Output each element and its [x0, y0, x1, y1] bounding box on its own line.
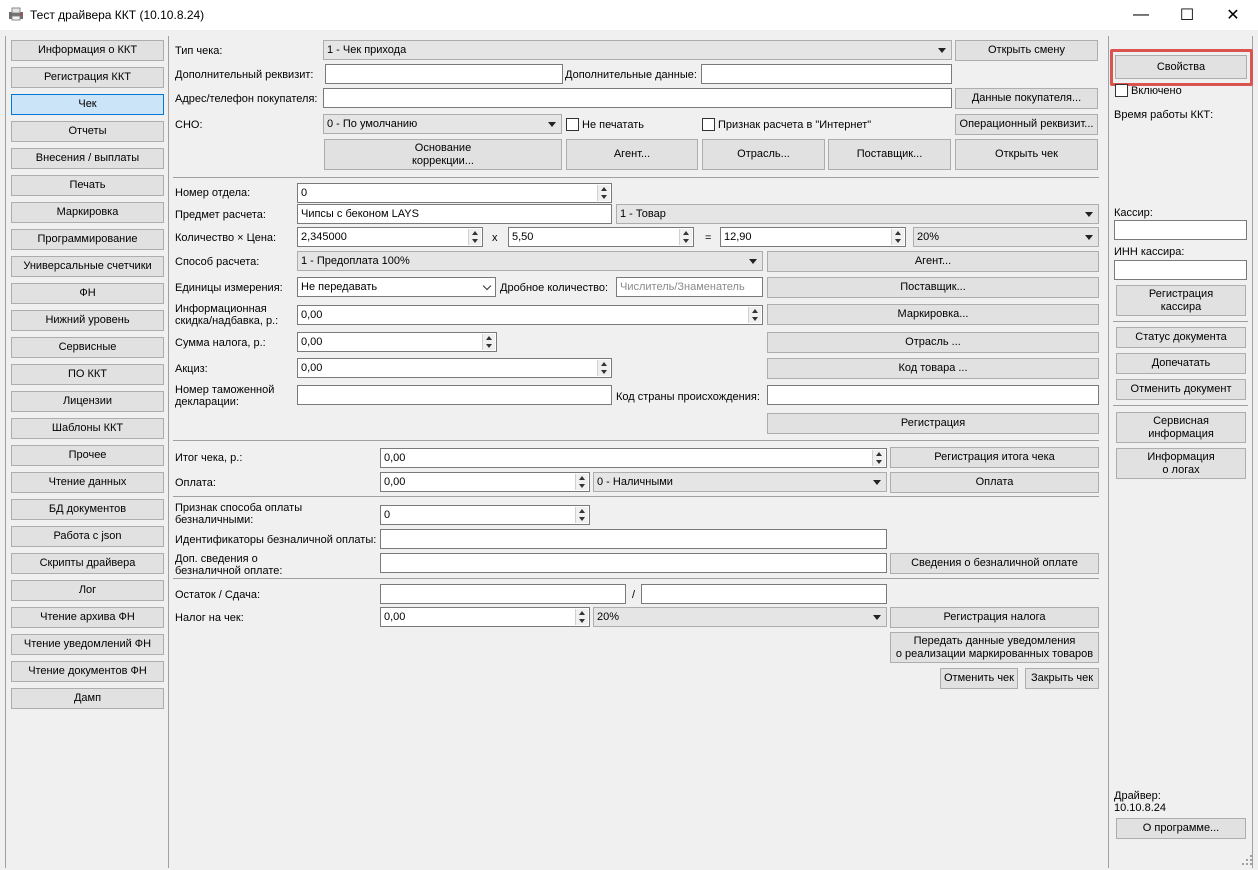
nav-item-15[interactable]: Шаблоны ККТ: [11, 418, 164, 439]
no-print-label: Не печатать: [582, 119, 644, 131]
payment-type-select[interactable]: 0 - Наличными: [593, 472, 887, 492]
spinner-icon: [575, 474, 588, 490]
total-label: Итог чека, р.:: [175, 452, 243, 464]
maximize-icon: ☐: [1179, 7, 1195, 24]
uptime-label: Время работы ККТ:: [1114, 109, 1214, 121]
close-button[interactable]: [1210, 0, 1256, 30]
payment-label: Оплата:: [175, 477, 216, 489]
enabled-label: Включено: [1131, 85, 1182, 97]
nav-item-20[interactable]: Скрипты драйвера: [11, 553, 164, 574]
excise-label: Акциз:: [175, 363, 208, 375]
section-divider: [173, 177, 1099, 178]
receipt-type-select[interactable]: 1 - Чек прихода: [323, 40, 952, 60]
customs-label: Номер таможенной декларации:: [175, 384, 275, 408]
extra-req-label: Дополнительный реквизит:: [175, 69, 314, 81]
extra-req-input[interactable]: [325, 64, 563, 84]
item-input[interactable]: Чипсы с беконом LAYS: [297, 204, 612, 224]
nav-item-9[interactable]: Универсальные счетчики: [11, 256, 164, 277]
about-button[interactable]: О программе...: [1116, 818, 1246, 839]
units-select[interactable]: Не передавать: [297, 277, 496, 297]
doc-status-button[interactable]: Статус документа: [1116, 327, 1246, 348]
enabled-checkbox[interactable]: [1115, 84, 1128, 97]
nav-item-1[interactable]: Информация о ККТ: [11, 40, 164, 61]
nav-item-21[interactable]: Лог: [11, 580, 164, 601]
nav-item-22[interactable]: Чтение архива ФН: [11, 607, 164, 628]
customs-input[interactable]: [297, 385, 612, 405]
nav-item-14[interactable]: Лицензии: [11, 391, 164, 412]
item-type-select[interactable]: 1 - Товар: [616, 204, 1099, 224]
cancel-receipt-button[interactable]: Отменить чек: [940, 668, 1018, 689]
internet-label: Признак расчета в "Интернет": [718, 119, 872, 131]
sum-input[interactable]: 12,90: [720, 227, 906, 247]
spinner-icon: [597, 185, 610, 201]
dropdown-arrow-icon: [938, 48, 946, 53]
buyer-contact-label: Адрес/телефон покупателя:: [175, 93, 318, 105]
spinner-icon: [748, 307, 761, 323]
industry-button[interactable]: Отрасль...: [702, 139, 825, 170]
country-input[interactable]: [767, 385, 1099, 405]
register-tax-button[interactable]: Регистрация налога: [890, 607, 1099, 628]
change-label: Остаток / Сдача:: [175, 589, 261, 601]
position-agent-button[interactable]: Агент...: [767, 251, 1099, 272]
nav-panel-border: [168, 36, 169, 868]
extra-data-label: Дополнительные данные:: [565, 69, 697, 81]
cashless-info-button[interactable]: Сведения о безналичной оплате: [890, 553, 1099, 574]
resize-grip-icon[interactable]: [1240, 853, 1254, 867]
discount-label: Информационная скидка/надбавка, р.:: [175, 303, 279, 327]
receipt-type-label: Тип чека:: [175, 45, 223, 57]
spinner-icon: [575, 507, 588, 523]
item-label: Предмет расчета:: [175, 209, 266, 221]
minimize-button[interactable]: [1118, 0, 1164, 30]
register-total-button[interactable]: Регистрация итога чека: [890, 447, 1099, 468]
nav-item-24[interactable]: Чтение документов ФН: [11, 661, 164, 682]
tax-sum-label: Сумма налога, р.:: [175, 337, 266, 349]
vat-select[interactable]: 20%: [913, 227, 1099, 247]
sno-select[interactable]: 0 - По умолчанию: [323, 114, 562, 134]
nav-item-23[interactable]: Чтение уведомлений ФН: [11, 634, 164, 655]
section-divider: [173, 440, 1099, 441]
dropdown-arrow-icon: [749, 259, 757, 264]
fraction-input[interactable]: Числитель/Знаменатель: [616, 277, 763, 297]
nav-item-13[interactable]: ПО ККТ: [11, 364, 164, 385]
cashless-sign-input[interactable]: 0: [380, 505, 590, 525]
section-divider: [173, 496, 1099, 497]
sno-label: СНО:: [175, 119, 203, 131]
right-panel-border: [1108, 36, 1109, 868]
op-req-button[interactable]: Операционный реквизит...: [955, 114, 1098, 135]
open-shift-button[interactable]: Открыть смену: [955, 40, 1098, 61]
maximize-button[interactable]: [1164, 0, 1210, 30]
close-receipt-button[interactable]: Закрыть чек: [1025, 668, 1099, 689]
printer-icon: [8, 7, 24, 21]
tax-input[interactable]: 0,00: [380, 607, 590, 627]
cashless-sign-label: Признак способа оплаты безналичными:: [175, 502, 303, 526]
register-cashier-button[interactable]: Регистрация кассира: [1116, 285, 1246, 316]
marking-button[interactable]: Маркировка...: [767, 304, 1099, 325]
nav-item-3[interactable]: Чек: [11, 94, 164, 115]
spinner-icon: [679, 229, 692, 245]
nav-item-7[interactable]: Маркировка: [11, 202, 164, 223]
dropdown-arrow-icon: [873, 480, 881, 485]
total-input[interactable]: 0,00: [380, 448, 887, 468]
logs-info-button[interactable]: Информация о логах: [1116, 448, 1246, 479]
open-receipt-button[interactable]: Открыть чек: [955, 139, 1098, 170]
nav-item-19[interactable]: Работа с json: [11, 526, 164, 547]
cancel-document-button[interactable]: Отменить документ: [1116, 379, 1246, 400]
reprint-button[interactable]: Допечатать: [1116, 353, 1246, 374]
method-label: Способ расчета:: [175, 256, 260, 268]
units-label: Единицы измерения:: [175, 282, 283, 294]
remainder-input[interactable]: [380, 584, 626, 604]
nav-item-8[interactable]: Программирование: [11, 229, 164, 250]
dept-label: Номер отдела:: [175, 187, 251, 199]
agent-button[interactable]: Агент...: [566, 139, 698, 170]
times-sign: x: [492, 232, 498, 244]
change-input[interactable]: [641, 584, 887, 604]
product-code-button[interactable]: Код товара ...: [767, 358, 1099, 379]
right-panel-border: [1252, 36, 1253, 868]
method-select[interactable]: 1 - Предоплата 100%: [297, 251, 763, 271]
discount-input[interactable]: 0,00: [297, 305, 763, 325]
nav-item-18[interactable]: БД документов: [11, 499, 164, 520]
minimize-icon: —: [1133, 6, 1149, 23]
nav-item-12[interactable]: Сервисные: [11, 337, 164, 358]
section-divider: [1113, 321, 1248, 322]
qty-input[interactable]: 2,345000: [297, 227, 483, 247]
fraction-label: Дробное количество:: [500, 282, 609, 294]
nav-item-16[interactable]: Прочее: [11, 445, 164, 466]
spinner-icon: [575, 609, 588, 625]
supplier-button[interactable]: Поставщик...: [828, 139, 951, 170]
no-print-checkbox[interactable]: [566, 118, 579, 131]
nav-item-10[interactable]: ФН: [11, 283, 164, 304]
nav-item-6[interactable]: Печать: [11, 175, 164, 196]
internet-checkbox[interactable]: [702, 118, 715, 131]
driver-version: 10.10.8.24: [1114, 802, 1166, 814]
equals-sign: =: [705, 232, 712, 244]
driver-label: Драйвер:: [1114, 790, 1161, 802]
nav-item-4[interactable]: Отчеты: [11, 121, 164, 142]
nav-item-25[interactable]: Дамп: [11, 688, 164, 709]
tax-rate-select[interactable]: 20%: [593, 607, 887, 627]
country-label: Код страны происхождения:: [616, 391, 760, 403]
price-input[interactable]: 5,50: [508, 227, 694, 247]
spinner-icon: [872, 450, 885, 466]
nav-item-5[interactable]: Внесения / выплаты: [11, 148, 164, 169]
register-position-button[interactable]: Регистрация: [767, 413, 1099, 434]
notify-marking-button[interactable]: Передать данные уведомления о реализации маркированных товаров: [890, 632, 1099, 663]
properties-button[interactable]: Свойства: [1115, 55, 1247, 79]
cashier-inn-label: ИНН кассира:: [1114, 246, 1185, 258]
qty-price-label: Количество × Цена:: [175, 232, 277, 244]
nav-panel-border: [5, 36, 6, 868]
position-industry-button[interactable]: Отрасль ...: [767, 332, 1099, 353]
section-divider: [1113, 405, 1248, 406]
payment-button[interactable]: Оплата: [890, 472, 1099, 493]
cashier-inn-input[interactable]: [1114, 260, 1247, 280]
dept-input[interactable]: 0: [297, 183, 612, 203]
close-icon: ✕: [1226, 7, 1240, 24]
position-supplier-button[interactable]: Поставщик...: [767, 277, 1099, 298]
extra-data-input[interactable]: [701, 64, 952, 84]
dropdown-arrow-icon: [1085, 235, 1093, 240]
spinner-icon: [891, 229, 904, 245]
nav-item-2[interactable]: Регистрация ККТ: [11, 67, 164, 88]
payment-input[interactable]: 0,00: [380, 472, 590, 492]
nav-item-17[interactable]: Чтение данных: [11, 472, 164, 493]
cashless-ids-label: Идентификаторы безналичной оплаты:: [175, 534, 377, 546]
tax-sum-input[interactable]: 0,00: [297, 332, 497, 352]
cashier-input[interactable]: [1114, 220, 1247, 240]
window-title: Тест драйвера ККТ (10.10.8.24): [30, 8, 205, 22]
slash-separator: /: [632, 589, 636, 601]
chevron-down-icon: [483, 282, 491, 290]
spinner-icon: [482, 334, 495, 350]
cashless-ids-input[interactable]: [380, 529, 887, 549]
dropdown-arrow-icon: [548, 122, 556, 127]
spinner-icon: [597, 360, 610, 376]
dropdown-arrow-icon: [1085, 212, 1093, 217]
cashier-label: Кассир:: [1114, 207, 1153, 219]
service-info-button[interactable]: Сервисная информация: [1116, 412, 1246, 443]
excise-input[interactable]: 0,00: [297, 358, 612, 378]
nav-item-11[interactable]: Нижний уровень: [11, 310, 164, 331]
spinner-icon: [468, 229, 481, 245]
dropdown-arrow-icon: [873, 615, 881, 620]
buyer-contact-input[interactable]: [323, 88, 952, 108]
correction-button[interactable]: Основание коррекции...: [324, 139, 562, 170]
buyer-data-button[interactable]: Данные покупателя...: [955, 88, 1098, 109]
cashless-info-input[interactable]: [380, 553, 887, 573]
tax-label: Налог на чек:: [175, 612, 244, 624]
cashless-info-label: Доп. сведения о безналичной оплате:: [175, 553, 283, 577]
section-divider: [173, 578, 1099, 579]
